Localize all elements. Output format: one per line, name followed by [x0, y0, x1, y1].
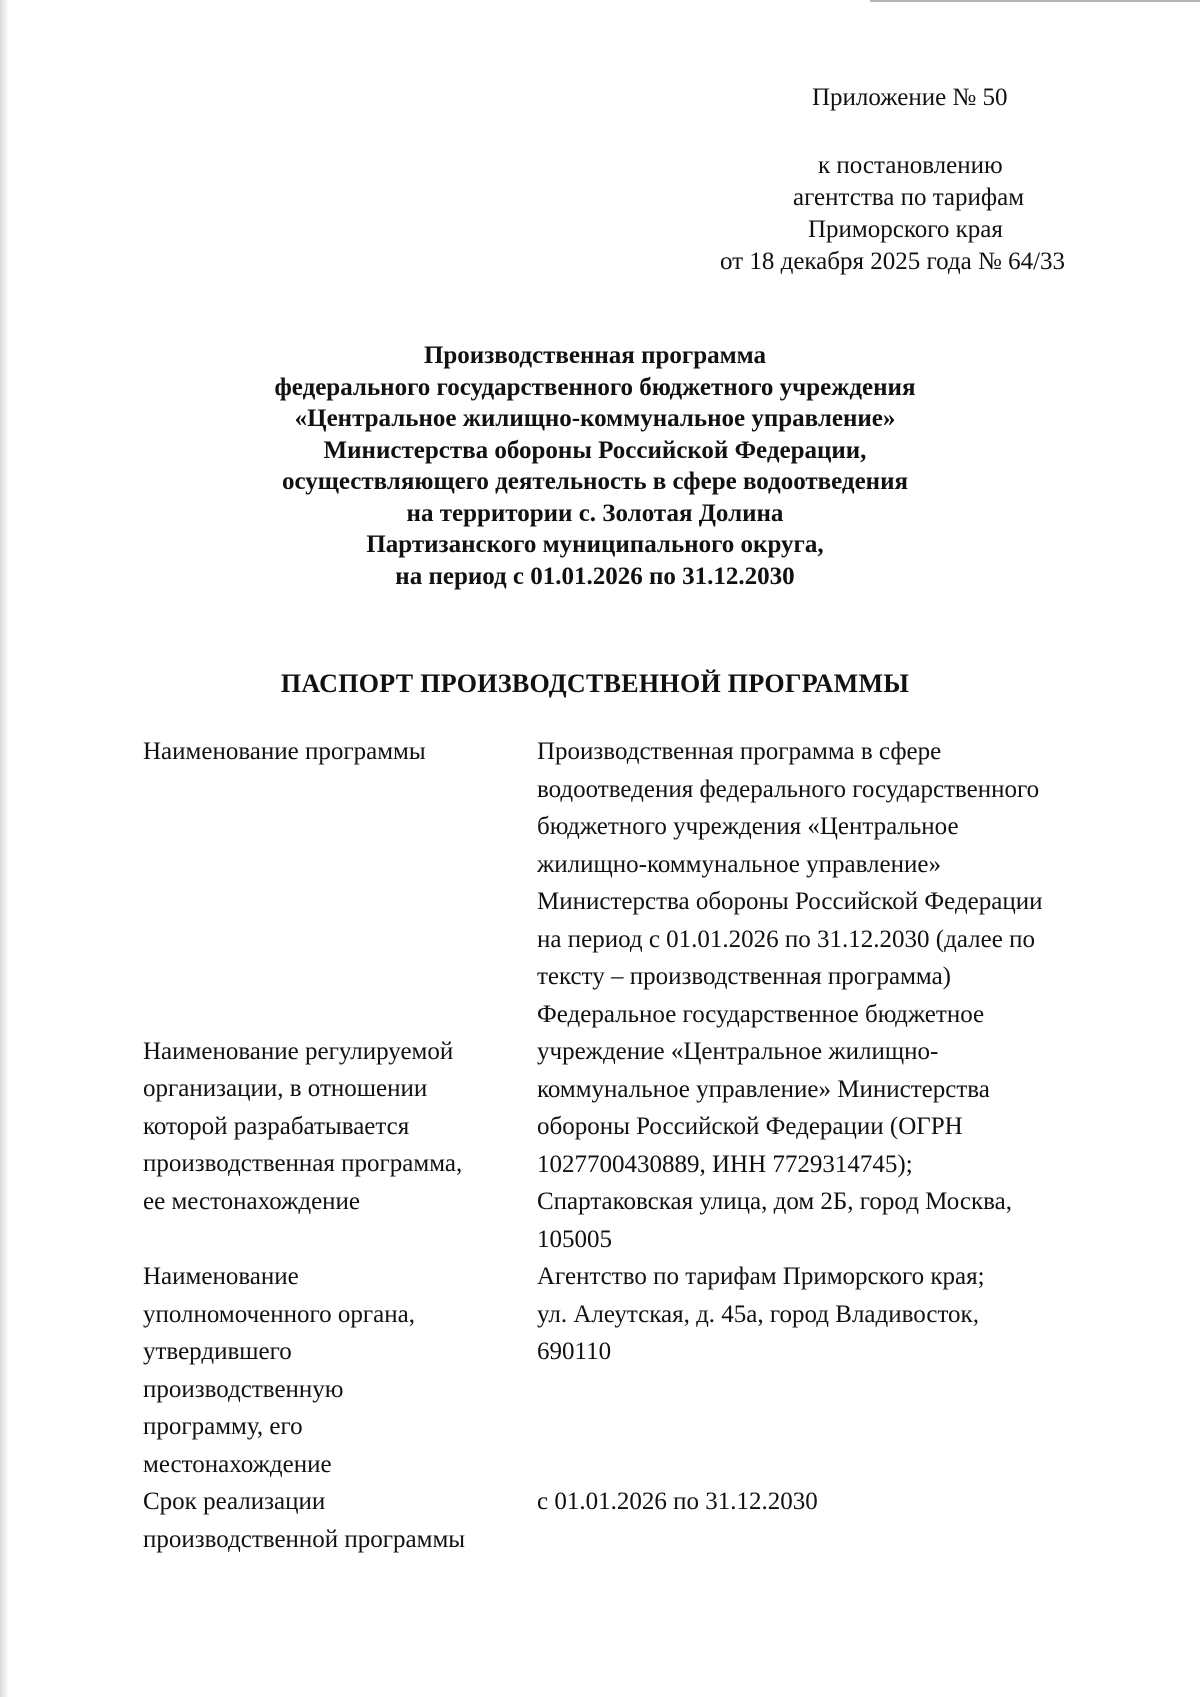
decree-line: агентства по тарифам: [793, 184, 1025, 211]
row-label: [143, 996, 537, 1259]
title-line: осуществляющего деятельность в сфере водоотведения: [281, 468, 908, 495]
title-line: на период с 01.01.2026 по 31.12.2030: [395, 562, 795, 590]
label-line: Наименование регулируемой: [143, 1037, 454, 1065]
row-value: [537, 1483, 1119, 1558]
row-value: [537, 996, 1119, 1259]
label-line: производственной программы: [143, 1525, 466, 1553]
scan-edge-top: [870, 0, 1200, 2]
decree-date-line: от 18 декабря 2025 года № 64/33: [720, 248, 1066, 275]
value-line: водоотведения федерального государственного: [537, 775, 1040, 803]
value-line: с 01.01.2026 по 31.12.2030: [537, 1488, 818, 1515]
value-line: Федеральное государственное бюджетное: [537, 1000, 985, 1028]
label-line: организации, в отношении: [143, 1075, 428, 1102]
label-line: Наименование: [143, 1263, 299, 1290]
label-line: ее местонахождение: [143, 1187, 361, 1215]
value-line: Производственная программа в сфере: [537, 738, 942, 765]
passport-row-authority: [143, 1258, 1123, 1483]
passport-row-program-name: [143, 733, 1123, 996]
title-line: федерального государственного бюджетного учреждения: [274, 373, 916, 401]
decree-line: Приморского края: [808, 216, 1003, 243]
value-line: учреждение «Центральное жилищно-: [537, 1038, 939, 1065]
value-line: 1027700430889, ИНН 7729314745);: [537, 1150, 913, 1178]
value-line: 105005: [537, 1225, 612, 1253]
passport-row-term: [143, 1483, 1123, 1558]
title-line: на территории с. Золотая Долина: [406, 499, 784, 527]
value-line: бюджетного учреждения «Центральное: [537, 813, 959, 840]
value-line: жилищно-коммунальное управление»: [537, 850, 941, 878]
title-line: «Центральное жилищно-коммунальное управление»: [294, 405, 896, 432]
label-line: производственную: [143, 1375, 344, 1403]
value-line: Спартаковская улица, дом 2Б, город Москва,: [537, 1188, 1012, 1215]
label-line: утвердившего: [143, 1338, 292, 1365]
decree-line: к постановлению: [818, 152, 1003, 179]
decree-reference: [720, 150, 1120, 278]
value-line: Агентство по тарифам Приморского края;: [537, 1263, 985, 1290]
title-line: Партизанского муниципального округа,: [366, 531, 824, 558]
row-label: [143, 733, 537, 996]
appendix-number: Приложение № 50: [812, 84, 1008, 111]
value-line: тексту – производственная программа): [537, 963, 952, 990]
document-title: [150, 340, 1040, 592]
label-line: производственная программа,: [143, 1150, 463, 1177]
value-line: 690110: [537, 1338, 612, 1365]
value-line: коммунальное управление» Министерства: [537, 1075, 990, 1103]
label-line: Срок реализации: [143, 1488, 326, 1515]
passport-heading: ПАСПОРТ ПРОИЗВОДСТВЕННОЙ ПРОГРАММЫ: [280, 669, 910, 698]
passport-row-regulated-organization: [143, 996, 1123, 1259]
scan-edge-left: [0, 0, 9, 1697]
label-line: которой разрабатывается: [143, 1112, 410, 1140]
passport-table: [143, 733, 1123, 1558]
value-line: обороны Российской Федерации (ОГРН: [537, 1113, 963, 1140]
value-line: ул. Алеутская, д. 45а, город Владивосток,: [537, 1300, 979, 1328]
label-line: программу, его: [143, 1413, 303, 1440]
value-line: на период с 01.01.2026 по 31.12.2030 (далее по: [537, 925, 1035, 953]
label-line: Наименование программы: [143, 738, 426, 765]
row-label: [143, 1483, 537, 1558]
label-line: местонахождение: [143, 1450, 332, 1478]
row-label: [143, 1258, 537, 1483]
row-value: [537, 1258, 1119, 1483]
row-value: [537, 733, 1119, 996]
title-line: Министерства обороны Российской Федерации,: [323, 436, 867, 464]
label-line: уполномоченного органа,: [143, 1300, 415, 1328]
title-line: Производственная программа: [423, 342, 767, 369]
value-line: Министерства обороны Российской Федерации: [537, 888, 1043, 915]
